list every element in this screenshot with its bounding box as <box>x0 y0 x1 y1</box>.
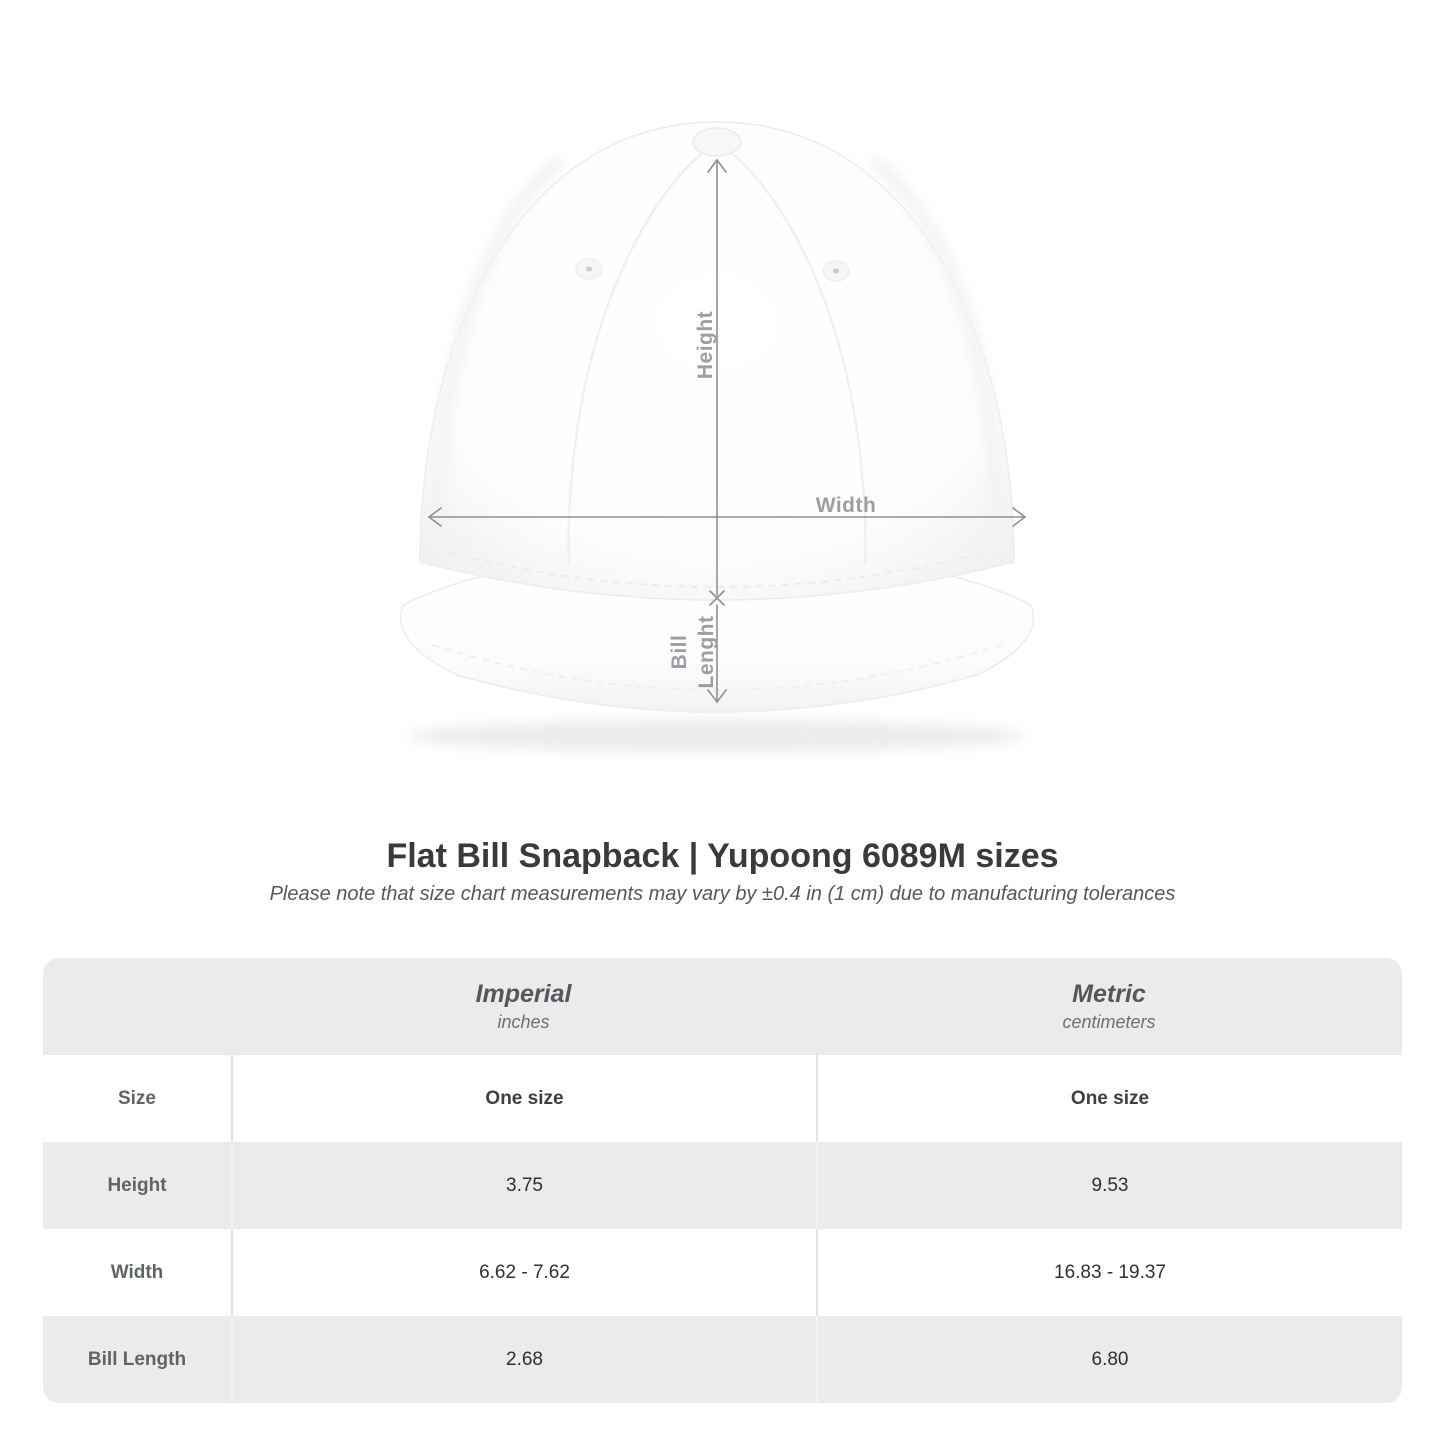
header-metric <box>816 980 1402 1033</box>
size-table <box>43 958 1402 1403</box>
row-label: Size <box>117 1087 157 1109</box>
size-table-header <box>43 958 1402 1055</box>
hat-shadow <box>409 720 1025 752</box>
height-measure-label: Height <box>694 310 717 380</box>
header-imperial <box>231 980 816 1033</box>
metric-value: 16.83 - 19.37 <box>816 1229 1402 1316</box>
imperial-value: One size <box>231 1055 816 1142</box>
hat-eyelet-right <box>823 261 849 281</box>
hat-eyelet-left <box>576 259 602 279</box>
imperial-value: 6.62 - 7.62 <box>231 1229 816 1316</box>
hat-button <box>693 128 741 156</box>
metric-value: 9.53 <box>816 1142 1402 1229</box>
imperial-value: 2.68 <box>231 1316 816 1403</box>
row-label: Height <box>107 1174 167 1196</box>
imperial-column-title: Imperial <box>475 980 572 1008</box>
bill-length-measure-label-line1: Bill <box>668 634 691 670</box>
imperial-column-unit: inches <box>497 1012 550 1032</box>
page-title: Flat Bill Snapback | Yupoong 6089M sizes <box>386 837 1059 875</box>
metric-value: 6.80 <box>816 1316 1402 1403</box>
bill-length-measure-label-line2: Lenght <box>695 615 718 689</box>
table-row-height <box>43 1142 1402 1229</box>
table-row-bill-length <box>43 1316 1402 1403</box>
hat-illustration <box>377 90 1057 770</box>
hat-figure <box>377 90 1057 770</box>
metric-column-unit: centimeters <box>1062 1012 1156 1032</box>
heading <box>0 836 1445 906</box>
width-measure-label: Width <box>815 494 877 517</box>
row-label: Width <box>110 1261 164 1283</box>
metric-column-title: Metric <box>1072 980 1146 1008</box>
imperial-value: 3.75 <box>231 1142 816 1229</box>
metric-value: One size <box>816 1055 1402 1142</box>
page-subtitle: Please note that size chart measurements may vary by ±0.4 in (1 cm) due to manufacturing tolerances <box>269 883 1176 905</box>
table-row-size <box>43 1055 1402 1142</box>
table-row-width <box>43 1229 1402 1316</box>
row-label: Bill Length <box>87 1348 187 1370</box>
